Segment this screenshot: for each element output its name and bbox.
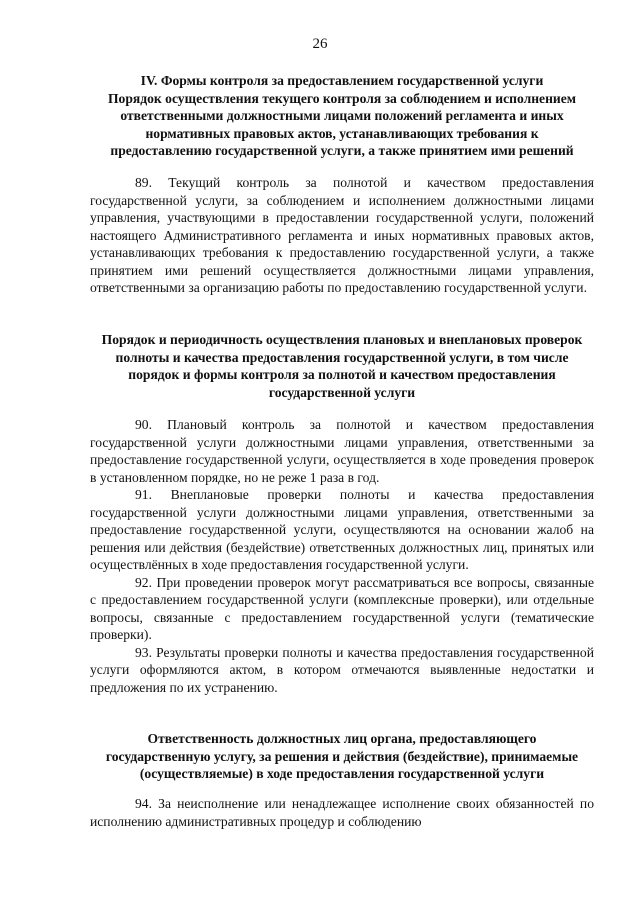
- section-heading-forms-of-control: [90, 72, 594, 160]
- paragraph-93: 93. Результаты проверки полноты и качества предоставления государственной услуги оформляются актом, в котором отмечаются выявленные недостатки и предложения по их устранению.: [90, 644, 594, 695]
- heading-line: ответственными должностными лицами положений регламента и иных: [120, 108, 564, 123]
- heading-line: порядок и формы контроля за полнотой и качеством предоставления: [128, 367, 556, 382]
- heading-line: Порядок осуществления текущего контроля за соблюдением и исполнением: [107, 90, 577, 106]
- heading-line: IV. Формы контроля за предоставлением государственной услуги: [140, 73, 544, 88]
- section-body-responsibility: [90, 795, 594, 830]
- heading-line: Порядок и периодичность осуществления плановых и внеплановых проверок: [101, 332, 583, 347]
- section-body-inspections: [90, 416, 594, 696]
- heading-line: государственной услуги: [268, 384, 416, 400]
- heading-line: полноты и качества предоставления государственной услуги, в том числе: [115, 349, 569, 365]
- section-body-current-control: [90, 174, 594, 297]
- paragraph-89: 89. Текущий контроль за полнотой и качеством предоставления государственной услуги, за соблюдением и исполнением должностными лицами управления, участвующими в предоставлении государственной услуги, положений настоящего Административного регламента и иных нормативных правовых актов, устанавливающих требования к предоставлению государственной услуги, а также принятием ими решений осуществляется должностными лицами управления, ответственными за организацию работы по предоставлению государственной услуги.: [90, 175, 594, 295]
- paragraph-94: 94. За неисполнение или ненадлежащее исполнение своих обязанностей по исполнению административных процедур и соблюдению: [90, 796, 594, 829]
- paragraph-92: 92. При проведении проверок могут рассматриваться все вопросы, связанные с предоставлением государственной услуги (комплексные проверки), или отдельные вопросы, связанные с предоставлением государственной услуги (тематические проверки).: [90, 574, 594, 642]
- heading-line: (осуществляемые) в ходе предоставления государственной услуги: [139, 766, 545, 781]
- heading-line: государственную услугу, за решения и действия (бездействие), принимаемые: [105, 748, 579, 764]
- heading-line: нормативных правовых актов, устанавливающих требования к: [145, 125, 539, 141]
- section-heading-inspections: [90, 331, 594, 401]
- heading-line: предоставлению государственной услуги, а также принятием ими решений: [110, 143, 574, 158]
- paragraph-91: 91. Внеплановые проверки полноты и качества предоставления государственной услуги должностными лицами управления, ответственными за предоставление государственной услуги, осуществляются на основании жалоб на решения или действия (бездействие) ответственных должностных лиц, принятых или осуществлённых в ходе предоставления государственной услуги.: [90, 487, 594, 572]
- section-heading-responsibility: [90, 730, 594, 783]
- heading-line: Ответственность должностных лиц органа, предоставляющего: [147, 731, 537, 746]
- page-number: 26: [312, 36, 328, 52]
- paragraph-90: 90. Плановый контроль за полнотой и качеством предоставления государственной услуги должностными лицами управления, ответственными за предоставление государственной услуги, осуществляется в ходе проведения проверок в установленном порядке, но не реже 1 раза в год.: [90, 417, 594, 485]
